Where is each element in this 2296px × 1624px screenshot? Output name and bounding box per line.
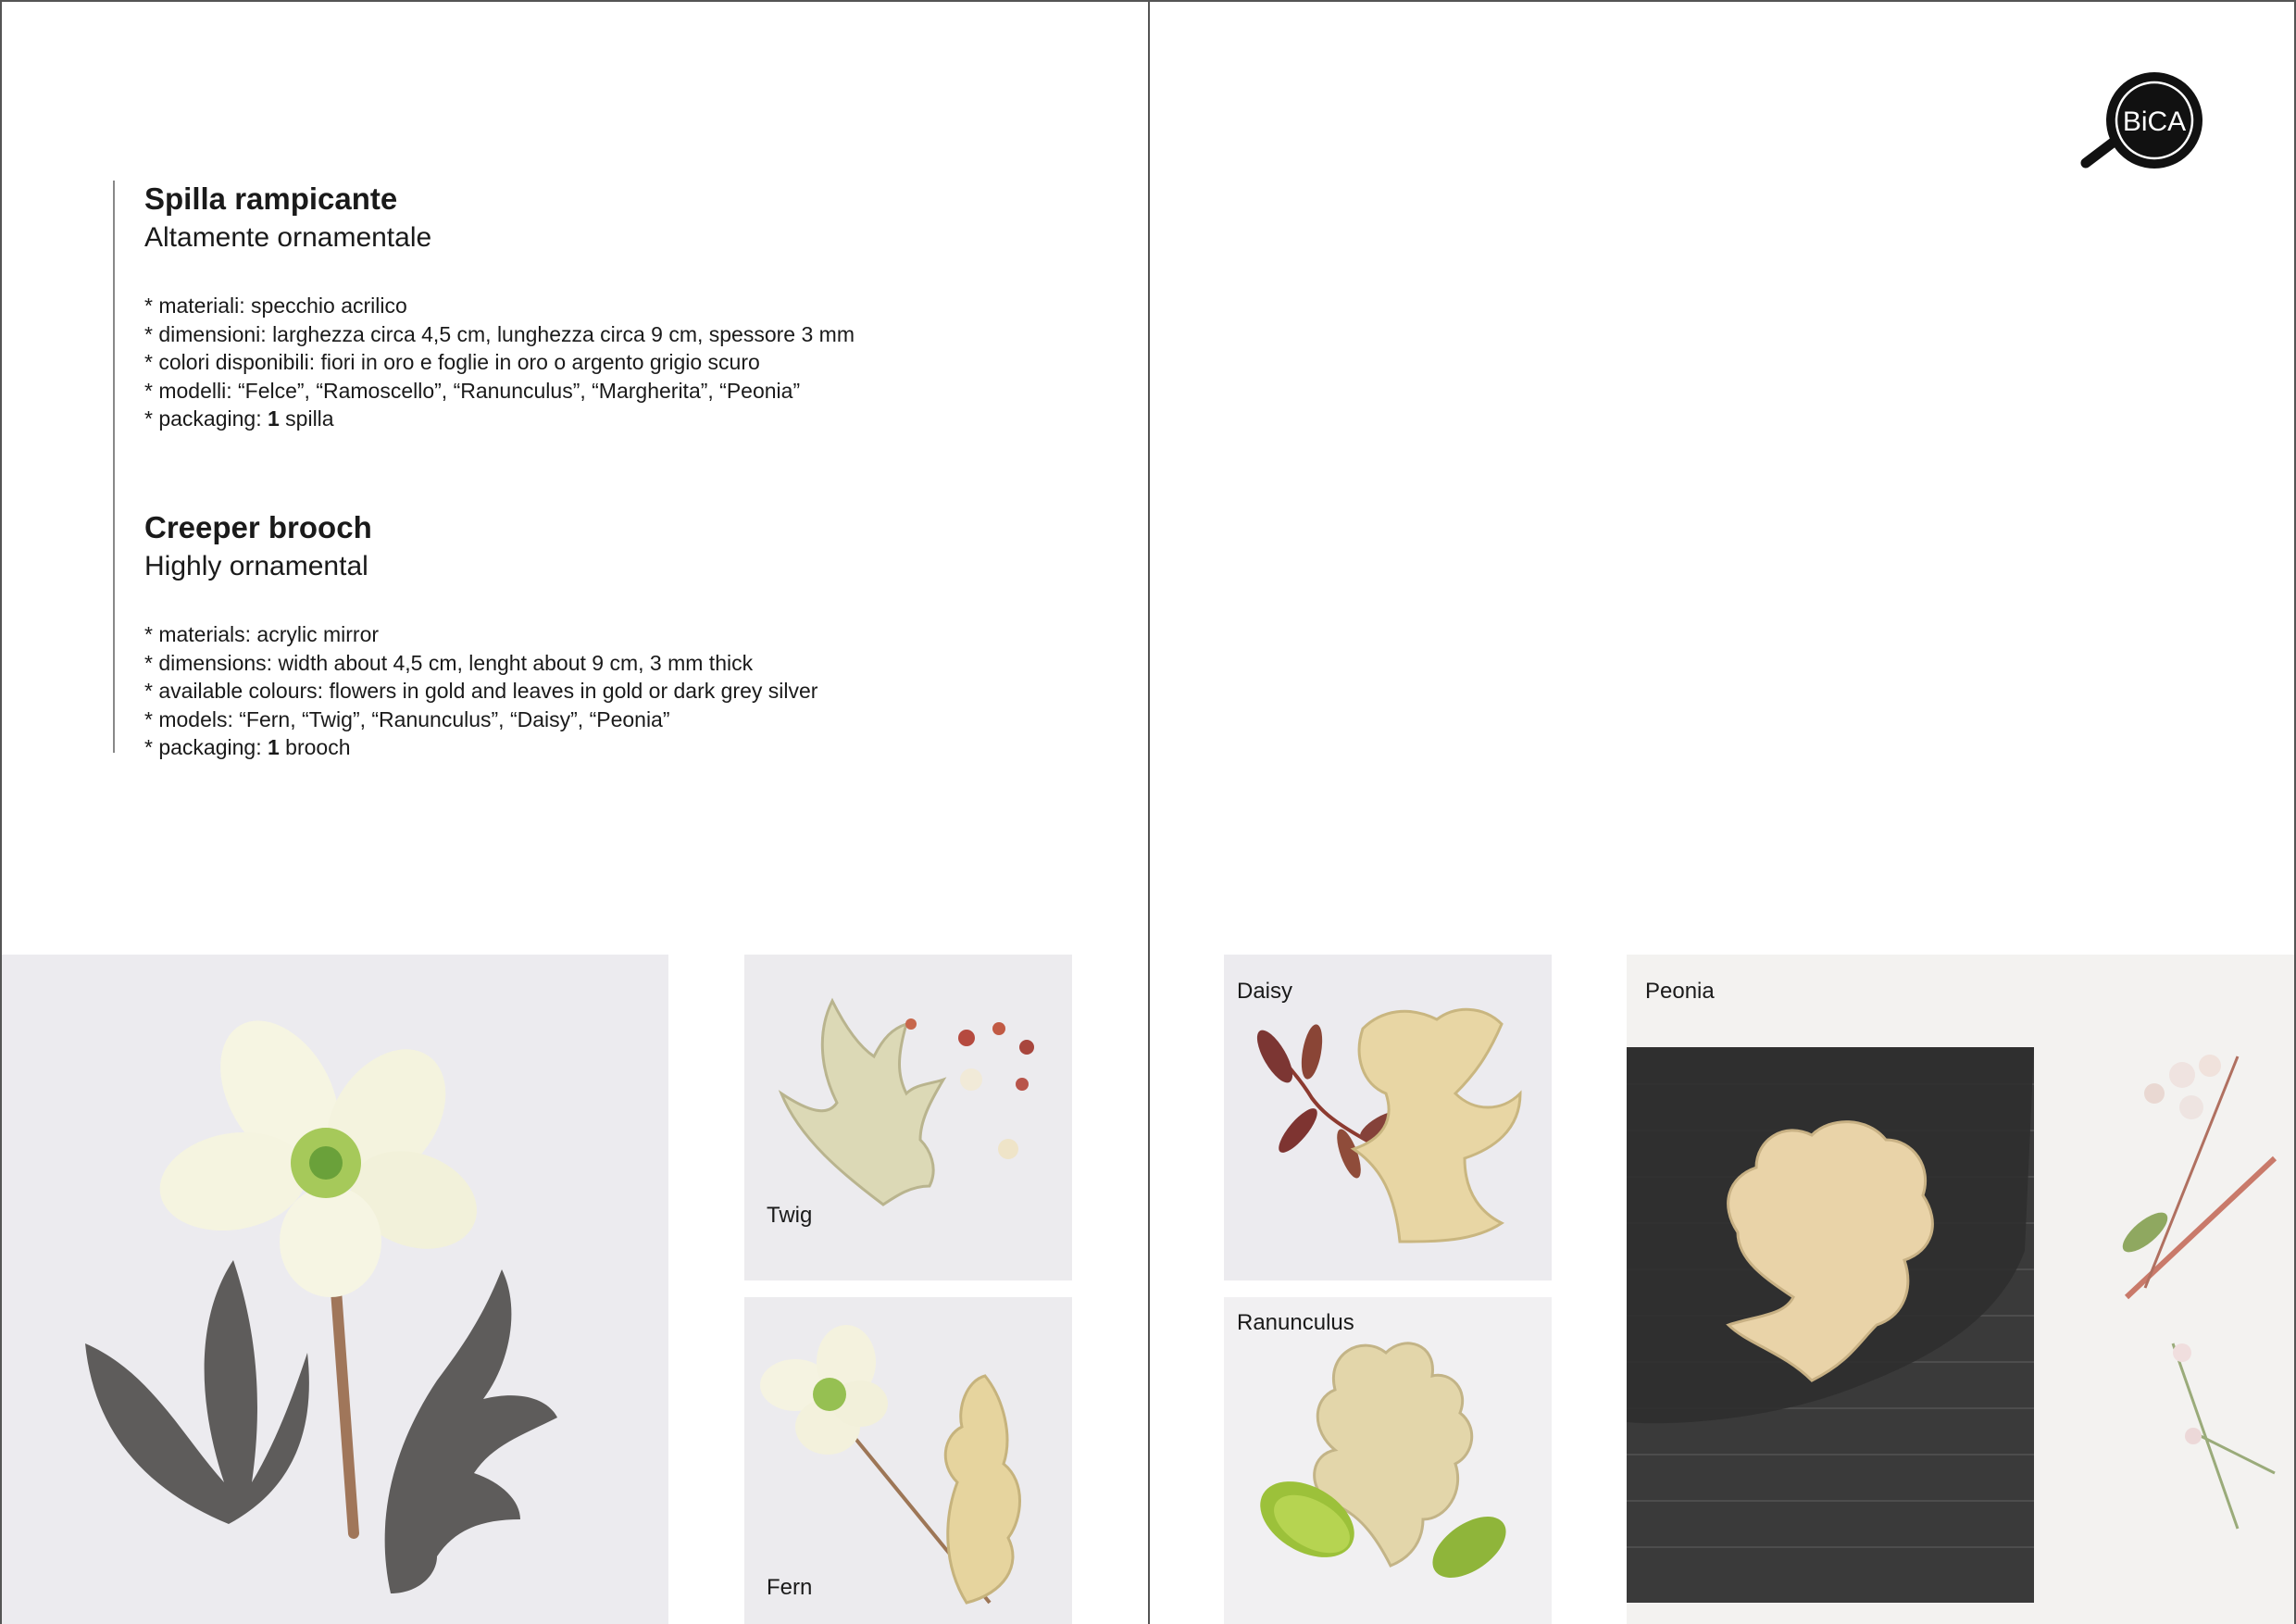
photo-fern	[744, 1297, 1072, 1624]
spec-line: * modelli: “Felce”, “Ramoscello”, “Ranunculus”, “Margherita”, “Peonia”	[144, 378, 801, 403]
subtitle-italian: Altamente ornamentale	[144, 222, 432, 253]
spec-line-packaging	[144, 405, 978, 433]
spec-line: * dimensions: width about 4,5 cm, lenght about 9 cm, 3 mm thick	[144, 650, 754, 675]
spec-unit: spilla	[279, 406, 334, 431]
bica-logo	[2078, 72, 2208, 174]
caption-daisy: Daisy	[1237, 979, 1293, 1004]
photo-peonia	[1627, 955, 2294, 1624]
photo-daisy	[1224, 955, 1552, 1280]
spec-line: * dimensioni: larghezza circa 4,5 cm, lunghezza circa 9 cm, spessore 3 mm	[144, 321, 855, 346]
photo-twig	[744, 955, 1072, 1280]
spec-label: * packaging:	[144, 735, 268, 759]
spec-label: * packaging:	[144, 406, 268, 431]
spec-unit: brooch	[279, 735, 351, 759]
specs-italian	[144, 292, 978, 433]
caption-peonia: Peonia	[1645, 979, 1715, 1004]
vertical-rule	[113, 181, 115, 753]
product-description	[113, 181, 946, 759]
caption-fern: Fern	[767, 1575, 813, 1600]
spec-line: * models: “Fern, “Twig”, “Ranunculus”, “Daisy”, “Peonia”	[144, 706, 670, 731]
english-section	[144, 509, 978, 762]
italian-section	[144, 181, 978, 433]
spec-quantity: 1	[267, 406, 280, 431]
spec-line: * available colours: flowers in gold and leaves in gold or dark grey silver	[144, 679, 818, 703]
photo-grey-leaves	[2, 955, 668, 1624]
spec-line-packaging	[144, 733, 978, 762]
page-gutter	[1148, 0, 1150, 1624]
caption-ranunculus: Ranunculus	[1237, 1310, 1354, 1335]
spec-quantity: 1	[267, 735, 280, 759]
photo-ranunculus	[1224, 1297, 1552, 1624]
magnifier-logo-icon	[2078, 72, 2208, 174]
spec-line: * colori disponibili: fiori in oro e foglie in oro o argento grigio scuro	[144, 350, 760, 374]
spec-line: * materiali: specchio acrilico	[144, 294, 407, 318]
specs-english	[144, 620, 978, 762]
subtitle-english: Highly ornamental	[144, 551, 368, 581]
title-italian: Spilla rampicante	[144, 181, 398, 216]
caption-twig: Twig	[767, 1203, 813, 1228]
title-english: Creeper brooch	[144, 510, 372, 544]
spec-line: * materials: acrylic mirror	[144, 622, 380, 646]
logo-text: BiCA	[2122, 106, 2187, 137]
